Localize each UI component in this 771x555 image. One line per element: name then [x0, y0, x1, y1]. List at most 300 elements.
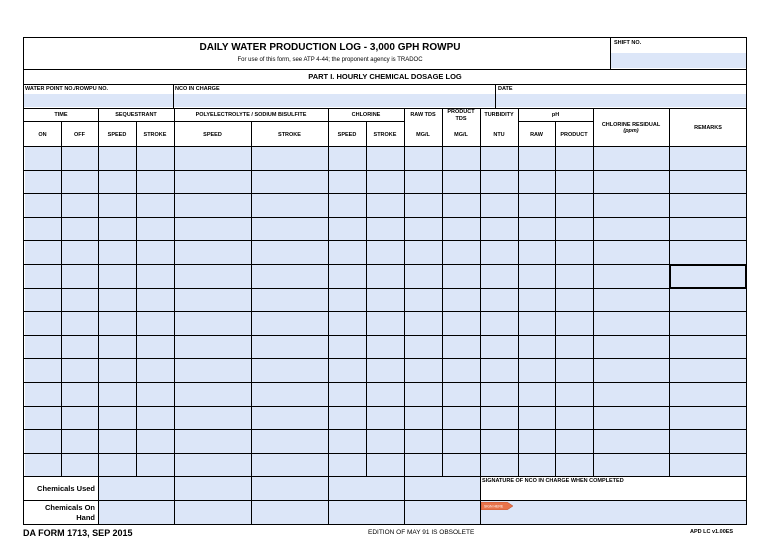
chemicals-used-cell[interactable] [175, 477, 251, 500]
log-cell[interactable] [443, 289, 480, 312]
log-cell[interactable] [556, 336, 593, 359]
log-cell[interactable] [481, 147, 518, 170]
log-cell[interactable] [443, 147, 480, 170]
log-cell[interactable] [252, 336, 328, 359]
water-point-label: WATER POINT NO./ROWPU NO. [25, 86, 109, 92]
log-cell[interactable] [329, 430, 366, 453]
chemicals-used-cell[interactable] [252, 477, 328, 500]
log-cell[interactable] [137, 289, 174, 312]
log-cell[interactable] [519, 194, 555, 217]
summary-col-line [174, 476, 175, 524]
log-cell[interactable] [62, 430, 98, 453]
log-cell[interactable] [367, 359, 404, 382]
col-line [251, 121, 252, 476]
log-cell[interactable] [99, 265, 136, 288]
log-cell[interactable] [405, 265, 442, 288]
log-cell[interactable] [367, 171, 404, 194]
col-cl-stroke: STROKE [373, 132, 397, 138]
row-line [24, 264, 746, 265]
log-cell[interactable] [481, 430, 518, 453]
log-cell[interactable] [443, 407, 480, 430]
log-cell[interactable] [137, 265, 174, 288]
log-cell[interactable] [252, 218, 328, 241]
log-cell[interactable] [99, 336, 136, 359]
col-line [480, 108, 481, 476]
log-cell[interactable] [175, 312, 251, 335]
log-cell[interactable] [670, 454, 746, 477]
log-cell[interactable] [62, 194, 98, 217]
col-product-tds-2: TDS [455, 116, 467, 122]
col-line [136, 121, 137, 476]
log-cell[interactable] [367, 241, 404, 264]
log-cell[interactable] [99, 171, 136, 194]
signature-field[interactable] [481, 501, 746, 524]
log-cell[interactable] [175, 171, 251, 194]
log-cell[interactable] [99, 289, 136, 312]
col-line [442, 108, 443, 476]
log-cell[interactable] [137, 407, 174, 430]
log-cell[interactable] [367, 312, 404, 335]
shift-label: SHIFT NO. [614, 40, 642, 46]
log-cell[interactable] [670, 336, 746, 359]
nco-field[interactable] [174, 94, 495, 107]
log-cell[interactable] [405, 336, 442, 359]
log-cell[interactable] [137, 147, 174, 170]
log-cell[interactable] [519, 312, 555, 335]
log-cell[interactable] [175, 289, 251, 312]
log-cell[interactable] [519, 218, 555, 241]
log-cell[interactable] [405, 430, 442, 453]
chemicals-on-hand-cell[interactable] [405, 501, 480, 524]
log-cell[interactable] [329, 241, 366, 264]
log-cell[interactable] [25, 430, 61, 453]
log-cell[interactable] [137, 336, 174, 359]
log-cell[interactable] [519, 454, 555, 477]
log-cell[interactable] [367, 383, 404, 406]
log-cell[interactable] [519, 147, 555, 170]
log-cell[interactable] [556, 383, 593, 406]
log-cell[interactable] [62, 265, 98, 288]
log-cell[interactable] [405, 289, 442, 312]
col-chlorine-residual-unit: (ppm) [623, 128, 639, 134]
log-cell[interactable] [367, 194, 404, 217]
log-cell[interactable] [329, 289, 366, 312]
log-cell[interactable] [405, 359, 442, 382]
log-cell[interactable] [594, 171, 669, 194]
log-cell[interactable] [25, 383, 61, 406]
log-cell[interactable] [556, 359, 593, 382]
log-cell[interactable] [443, 171, 480, 194]
log-cell[interactable] [594, 218, 669, 241]
row-line [24, 288, 746, 289]
chemicals-on-hand-cell[interactable] [252, 501, 328, 524]
log-cell[interactable] [594, 265, 669, 288]
col-line [669, 108, 670, 476]
log-cell[interactable] [25, 218, 61, 241]
version-label: APD LC v1.00ES [690, 529, 734, 535]
col-line [61, 121, 62, 476]
log-cell[interactable] [137, 359, 174, 382]
log-cell[interactable] [670, 430, 746, 453]
water-point-field[interactable] [24, 94, 173, 107]
row-line [24, 217, 746, 218]
form-title: DAILY WATER PRODUCTION LOG - 3,000 GPH ROWPU [199, 42, 461, 53]
log-cell[interactable] [329, 359, 366, 382]
col-off: OFF [74, 132, 85, 138]
form-id: DA FORM 1713, SEP 2015 [23, 528, 133, 538]
log-cell[interactable] [25, 407, 61, 430]
title-bottom-line [23, 69, 747, 70]
log-cell[interactable] [481, 336, 518, 359]
row-line [24, 476, 746, 477]
log-cell[interactable] [481, 312, 518, 335]
row-line [24, 358, 746, 359]
form-subtitle: For use of this form, see ATP 4-44; the proponent agency is TRADOC [237, 57, 423, 63]
log-cell[interactable] [443, 359, 480, 382]
log-cell[interactable] [519, 289, 555, 312]
row-line [24, 406, 746, 407]
chemicals-used-cell[interactable] [405, 477, 480, 500]
log-cell[interactable] [481, 383, 518, 406]
date-label: DATE [498, 86, 513, 92]
chemicals-used-label: Chemicals Used [37, 484, 95, 493]
log-cell[interactable] [329, 218, 366, 241]
log-cell[interactable] [367, 454, 404, 477]
log-cell[interactable] [175, 359, 251, 382]
row-line [24, 311, 746, 312]
part-bottom-line [23, 84, 747, 85]
col-ph-product: PRODUCT [560, 132, 588, 138]
signature-label: SIGNATURE OF NCO IN CHARGE WHEN COMPLETED [482, 478, 624, 484]
chemicals-on-hand-cell[interactable] [329, 501, 404, 524]
log-cell[interactable] [556, 218, 593, 241]
log-cell[interactable] [62, 407, 98, 430]
summary-col-line [98, 476, 99, 524]
log-cell[interactable] [252, 289, 328, 312]
log-cell[interactable] [519, 407, 555, 430]
log-cell[interactable] [25, 312, 61, 335]
log-cell[interactable] [99, 147, 136, 170]
log-cell[interactable] [670, 359, 746, 382]
log-cell[interactable] [367, 265, 404, 288]
log-cell[interactable] [175, 383, 251, 406]
log-cell[interactable] [25, 147, 61, 170]
log-cell[interactable] [137, 194, 174, 217]
log-cell[interactable] [443, 194, 480, 217]
col-on: ON [38, 132, 47, 138]
log-cell[interactable] [443, 218, 480, 241]
log-cell[interactable] [556, 147, 593, 170]
log-cell[interactable] [62, 289, 98, 312]
col-ph-raw: RAW [530, 132, 543, 138]
log-cell[interactable] [25, 289, 61, 312]
log-cell[interactable] [99, 407, 136, 430]
col-poly-stroke: STROKE [278, 132, 301, 138]
log-cell[interactable] [175, 430, 251, 453]
log-cell[interactable] [443, 336, 480, 359]
col-chlorine: CHLORINE [351, 112, 381, 118]
col-cl-speed: SPEED [337, 132, 357, 138]
col-line [328, 108, 329, 476]
log-cell[interactable] [405, 312, 442, 335]
log-cell[interactable] [175, 454, 251, 477]
log-cell[interactable] [670, 312, 746, 335]
log-cell[interactable] [594, 289, 669, 312]
log-cell[interactable] [329, 171, 366, 194]
log-cell[interactable] [252, 265, 328, 288]
chemicals-on-hand-cell[interactable] [175, 501, 251, 524]
log-cell[interactable] [670, 383, 746, 406]
col-raw-tds: RAW TDS [410, 112, 436, 118]
log-cell[interactable] [481, 359, 518, 382]
log-cell[interactable] [175, 265, 251, 288]
col-line [518, 108, 519, 476]
summary-mid-line [24, 500, 480, 501]
log-cell[interactable] [367, 336, 404, 359]
log-cell[interactable] [99, 241, 136, 264]
col-turbidity-unit: NTU [493, 132, 505, 138]
log-cell[interactable] [62, 147, 98, 170]
log-cell[interactable] [443, 430, 480, 453]
log-cell[interactable] [594, 430, 669, 453]
log-cell[interactable] [556, 430, 593, 453]
log-cell[interactable] [481, 407, 518, 430]
log-cell[interactable] [670, 147, 746, 170]
log-cell[interactable] [405, 171, 442, 194]
log-cell[interactable] [519, 171, 555, 194]
log-cell[interactable] [99, 218, 136, 241]
log-cell[interactable] [329, 194, 366, 217]
log-cell[interactable] [252, 241, 328, 264]
log-cell[interactable] [519, 265, 555, 288]
log-cell[interactable] [670, 171, 746, 194]
log-cell[interactable] [137, 241, 174, 264]
log-cell[interactable] [405, 218, 442, 241]
col-line [555, 121, 556, 476]
log-cell[interactable] [25, 171, 61, 194]
log-cell[interactable] [99, 312, 136, 335]
log-cell[interactable] [137, 171, 174, 194]
log-cell[interactable] [329, 336, 366, 359]
log-cell[interactable] [405, 194, 442, 217]
col-raw-tds-unit: MG/L [416, 132, 430, 138]
log-cell[interactable] [62, 312, 98, 335]
log-cell[interactable] [405, 147, 442, 170]
log-cell[interactable] [62, 359, 98, 382]
shift-field[interactable] [611, 53, 746, 68]
log-cell[interactable] [252, 194, 328, 217]
col-line [404, 108, 405, 476]
log-cell[interactable] [252, 430, 328, 453]
col-line [366, 121, 367, 476]
log-cell[interactable] [367, 289, 404, 312]
col-time: TIME [54, 112, 68, 118]
log-cell[interactable] [670, 289, 746, 312]
log-cell[interactable] [99, 383, 136, 406]
col-chlorine-residual: CHLORINE RESIDUAL [601, 122, 661, 128]
log-cell[interactable] [62, 383, 98, 406]
selected-cell-outline[interactable] [669, 264, 747, 289]
log-cell[interactable] [252, 359, 328, 382]
log-cell[interactable] [62, 454, 98, 477]
log-cell[interactable] [443, 454, 480, 477]
log-cell[interactable] [670, 194, 746, 217]
log-cell[interactable] [329, 454, 366, 477]
log-cell[interactable] [556, 312, 593, 335]
log-cell[interactable] [405, 454, 442, 477]
log-cell[interactable] [443, 383, 480, 406]
log-cell[interactable] [329, 147, 366, 170]
log-cell[interactable] [556, 194, 593, 217]
col-remarks: REMARKS [694, 125, 722, 131]
row-line [24, 429, 746, 430]
summary-col-line [328, 476, 329, 524]
log-cell[interactable] [594, 407, 669, 430]
log-cell[interactable] [594, 454, 669, 477]
log-cell[interactable] [252, 407, 328, 430]
log-cell[interactable] [62, 171, 98, 194]
log-cell[interactable] [443, 312, 480, 335]
log-cell[interactable] [329, 312, 366, 335]
log-cell[interactable] [137, 430, 174, 453]
log-cell[interactable] [481, 265, 518, 288]
log-cell[interactable] [99, 194, 136, 217]
log-cell[interactable] [175, 336, 251, 359]
log-cell[interactable] [137, 218, 174, 241]
log-cell[interactable] [329, 383, 366, 406]
log-cell[interactable] [25, 454, 61, 477]
log-cell[interactable] [481, 218, 518, 241]
log-cell[interactable] [25, 194, 61, 217]
log-cell[interactable] [99, 430, 136, 453]
info-bottom-line [23, 108, 747, 109]
log-cell[interactable] [367, 407, 404, 430]
log-cell[interactable] [519, 383, 555, 406]
log-cell[interactable] [405, 241, 442, 264]
log-cell[interactable] [556, 241, 593, 264]
log-cell[interactable] [594, 359, 669, 382]
log-cell[interactable] [443, 241, 480, 264]
nco-label: NCO IN CHARGE [175, 86, 220, 92]
log-cell[interactable] [252, 454, 328, 477]
log-cell[interactable] [481, 171, 518, 194]
log-cell[interactable] [62, 336, 98, 359]
log-cell[interactable] [252, 147, 328, 170]
row-line [24, 193, 746, 194]
log-cell[interactable] [519, 359, 555, 382]
log-cell[interactable] [670, 407, 746, 430]
log-cell[interactable] [594, 312, 669, 335]
col-line [98, 108, 99, 476]
log-cell[interactable] [594, 194, 669, 217]
col-line [593, 108, 594, 476]
log-cell[interactable] [175, 218, 251, 241]
log-cell[interactable] [137, 312, 174, 335]
log-cell[interactable] [99, 454, 136, 477]
log-cell[interactable] [329, 407, 366, 430]
log-cell[interactable] [252, 312, 328, 335]
col-poly: POLYELECTROLYTE / SODIUM BISULFITE [195, 112, 307, 118]
log-cell[interactable] [556, 171, 593, 194]
col-sequestrant: SEQUESTRANT [115, 112, 157, 118]
row-line [24, 335, 746, 336]
col-product-tds-1: PRODUCT [447, 109, 475, 115]
log-cell[interactable] [405, 407, 442, 430]
header-bottom-line [24, 146, 746, 147]
row-line [24, 170, 746, 171]
log-cell[interactable] [175, 407, 251, 430]
log-cell[interactable] [329, 265, 366, 288]
log-cell[interactable] [137, 454, 174, 477]
col-ph: pH [551, 112, 560, 118]
log-cell[interactable] [25, 241, 61, 264]
log-cell[interactable] [519, 336, 555, 359]
log-cell[interactable] [594, 241, 669, 264]
log-cell[interactable] [519, 241, 555, 264]
log-cell[interactable] [252, 171, 328, 194]
log-cell[interactable] [481, 194, 518, 217]
log-cell[interactable] [519, 430, 555, 453]
log-cell[interactable] [556, 289, 593, 312]
log-cell[interactable] [443, 265, 480, 288]
log-cell[interactable] [62, 241, 98, 264]
chemicals-on-hand-cell[interactable] [99, 501, 174, 524]
log-cell[interactable] [670, 218, 746, 241]
log-cell[interactable] [594, 147, 669, 170]
part-title: PART I. HOURLY CHEMICAL DOSAGE LOG [308, 72, 462, 81]
chemicals-on-hand-label-2: Hand [76, 513, 95, 522]
date-field[interactable] [496, 94, 746, 107]
header-sub-line [174, 121, 404, 122]
log-cell[interactable] [556, 454, 593, 477]
log-cell[interactable] [556, 407, 593, 430]
sign-here-flag[interactable] [481, 502, 513, 510]
col-seq-stroke: STROKE [143, 132, 167, 138]
log-cell[interactable] [175, 147, 251, 170]
log-cell[interactable] [25, 336, 61, 359]
col-poly-speed: SPEED [203, 132, 222, 138]
log-cell[interactable] [367, 147, 404, 170]
log-cell[interactable] [556, 265, 593, 288]
log-cell[interactable] [367, 218, 404, 241]
chemicals-on-hand-label-1: Chemicals On [44, 503, 95, 512]
summary-col-line [404, 476, 405, 524]
row-line [24, 453, 746, 454]
log-cell[interactable] [405, 383, 442, 406]
log-cell[interactable] [367, 430, 404, 453]
chemicals-used-cell[interactable] [99, 477, 174, 500]
log-cell[interactable] [137, 383, 174, 406]
log-cell[interactable] [594, 383, 669, 406]
log-cell[interactable] [481, 241, 518, 264]
log-cell[interactable] [252, 383, 328, 406]
log-cell[interactable] [99, 359, 136, 382]
log-cell[interactable] [25, 359, 61, 382]
row-line [24, 382, 746, 383]
log-cell[interactable] [481, 289, 518, 312]
col-product-tds-unit: MG/L [454, 132, 468, 138]
row-line [24, 240, 746, 241]
log-cell[interactable] [594, 336, 669, 359]
log-cell[interactable] [670, 241, 746, 264]
log-cell[interactable] [175, 194, 251, 217]
chemicals-used-cell[interactable] [329, 477, 404, 500]
log-cell[interactable] [175, 241, 251, 264]
col-seq-speed: SPEED [107, 132, 127, 138]
log-cell[interactable] [481, 454, 518, 477]
log-cell[interactable] [62, 218, 98, 241]
log-cell[interactable] [25, 265, 61, 288]
